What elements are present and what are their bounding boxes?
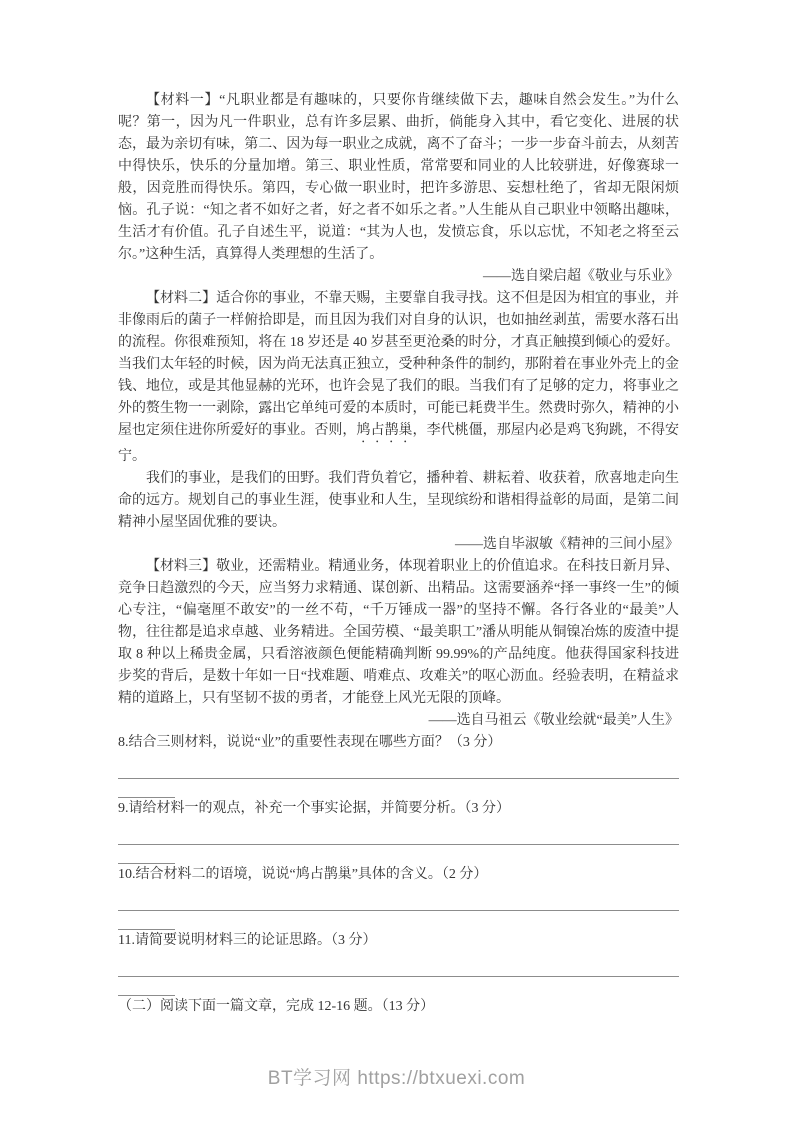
question-9-answer-line bbox=[118, 820, 679, 845]
question-10: 10.结合材料二的语境，说说“鸠占鹊巢”具体的含义。（2 分） bbox=[118, 867, 488, 882]
question-11: 11.请简要说明材料三的论证思路。（3 分） bbox=[118, 933, 377, 948]
question-10-answer-line bbox=[118, 886, 679, 911]
question-8: 8.结合三则材料，说说“业”的重要性表现在哪些方面？（3 分） bbox=[118, 735, 502, 750]
material-2-text-before-emphasis: 【材料二】适合你的事业，不靠天赐，主要靠自我寻找。这不但是因为相宜的事业，并非像雨后的菌子一样俯拾即是，而且因为我们对自身的认识，也如抽丝剥茧，需要水落石出的流程。你很难预知，将在 18 岁还是 40 岁甚至更沧桑的时分，才真正触摸到倾心的爱好。当我们太年轻的时候，因为尚无法真正独立，受种种条件的制约，那附着在事业外壳上的金钱、地位，或是其他显赫的光环，也许会晃了我们的眼。当我们有了足够的定力，将事业之外的赘生物一一剥除，露出它单纯可爱的本质时，可能已耗费半生。然费时弥久，精神的小屋也定须住进你所爱好的事业。否则， bbox=[118, 291, 679, 438]
question-11-answer-line bbox=[118, 952, 679, 977]
material-2-attribution: ——选自毕淑敏《精神的三间小屋》 bbox=[455, 537, 679, 552]
material-2-text-after-emphasis: ，李代桃僵，那屋内必是鸡飞狗跳，不得安宁。 bbox=[118, 423, 680, 464]
material-1-paragraph: 【材料一】“凡职业都是有趣味的，只要你肯继续做下去，趣味自然会发生。”为什么呢？第一，因为凡一件职业，总有许多层累、曲折，倘能身入其中，看它变化、进展的状态，最为亲切有味，第二、因为每一职业之成就，离不了奋斗；一步一步奋斗前去，从刻苦中得快乐，快乐的分量加增。第三、职业性质，常常要和同业的人比较骈进，好像赛球一般，因竞胜而得快乐。第四，专心做一职业时，把许多游思、妄想杜绝了，省却无限闲烦恼。孔子说：“知之者不如好之者，好之者不如乐之者。”人生能从自己职业中领略出趣味，生活才有价值。孔子自述生平，说道：“其为人也，发愤忘食，乐以忘忧，不知老之将至云尔。”这种生活，真算得人类理想的生活了。 bbox=[118, 93, 679, 262]
material-3-paragraph: 【材料三】敬业，还需精业。精通业务，体现着职业上的价值追求。在科技日新月异、竞争日趋激烈的今天，应当努力求精通、谋创新、出精品。这需要涵养“择一事终一生”的倾心专注，“偏毫厘不敢安”的一丝不苟，“千万锤成一器”的坚持不懈。各行各业的“最美”人物，往往都是追求卓越、业务精进。全国劳模、“最美职工”潘从明能从铜镍冶炼的废渣中提取 8 种以上稀贵金属，只看溶液颜色便能精确判断 99.99%的产品纯度。他获得国家科技进步奖的背后，是数十年如一日“找难题、啃难点、攻难关”的呕心沥血。经验表明，在精益求精的道路上，只有坚韧不拔的勇者，才能登上风光无限的顶峰。 bbox=[118, 559, 679, 706]
material-2-emphasized-idiom: 鸠占鹊巢 bbox=[356, 423, 413, 438]
material-2-paragraph-2: 我们的事业，是我们的田野。我们背负着它，播种着、耕耘着、收获着，欣喜地走向生命的远方。规划自己的事业生涯，使事业和人生，呈现缤纷和谐相得益彰的局面，是第二间精神小屋坚固优雅的要诀。 bbox=[118, 471, 679, 530]
question-8-answer-stub bbox=[118, 779, 175, 798]
material-2-paragraph-1 bbox=[118, 288, 679, 468]
question-11-answer-stub bbox=[118, 977, 175, 996]
question-10-answer-stub bbox=[118, 911, 175, 930]
document-body bbox=[118, 90, 679, 1018]
material-3-attribution: ——选自马祖云《敬业绘就“最美”人生》 bbox=[428, 713, 679, 728]
section-two-heading: （二）阅读下面一篇文章，完成 12-16 题。（13 分） bbox=[118, 999, 435, 1014]
question-9-answer-stub bbox=[118, 845, 175, 864]
question-9: 9.请给材料一的观点，补充一个事实论据，并简要分析。（3 分） bbox=[118, 801, 510, 816]
question-8-answer-line bbox=[118, 754, 679, 779]
watermark: BT学习网 https://btxuexi.com bbox=[267, 1068, 526, 1089]
material-1-attribution: ——选自梁启超《敬业与乐业》 bbox=[483, 269, 679, 284]
